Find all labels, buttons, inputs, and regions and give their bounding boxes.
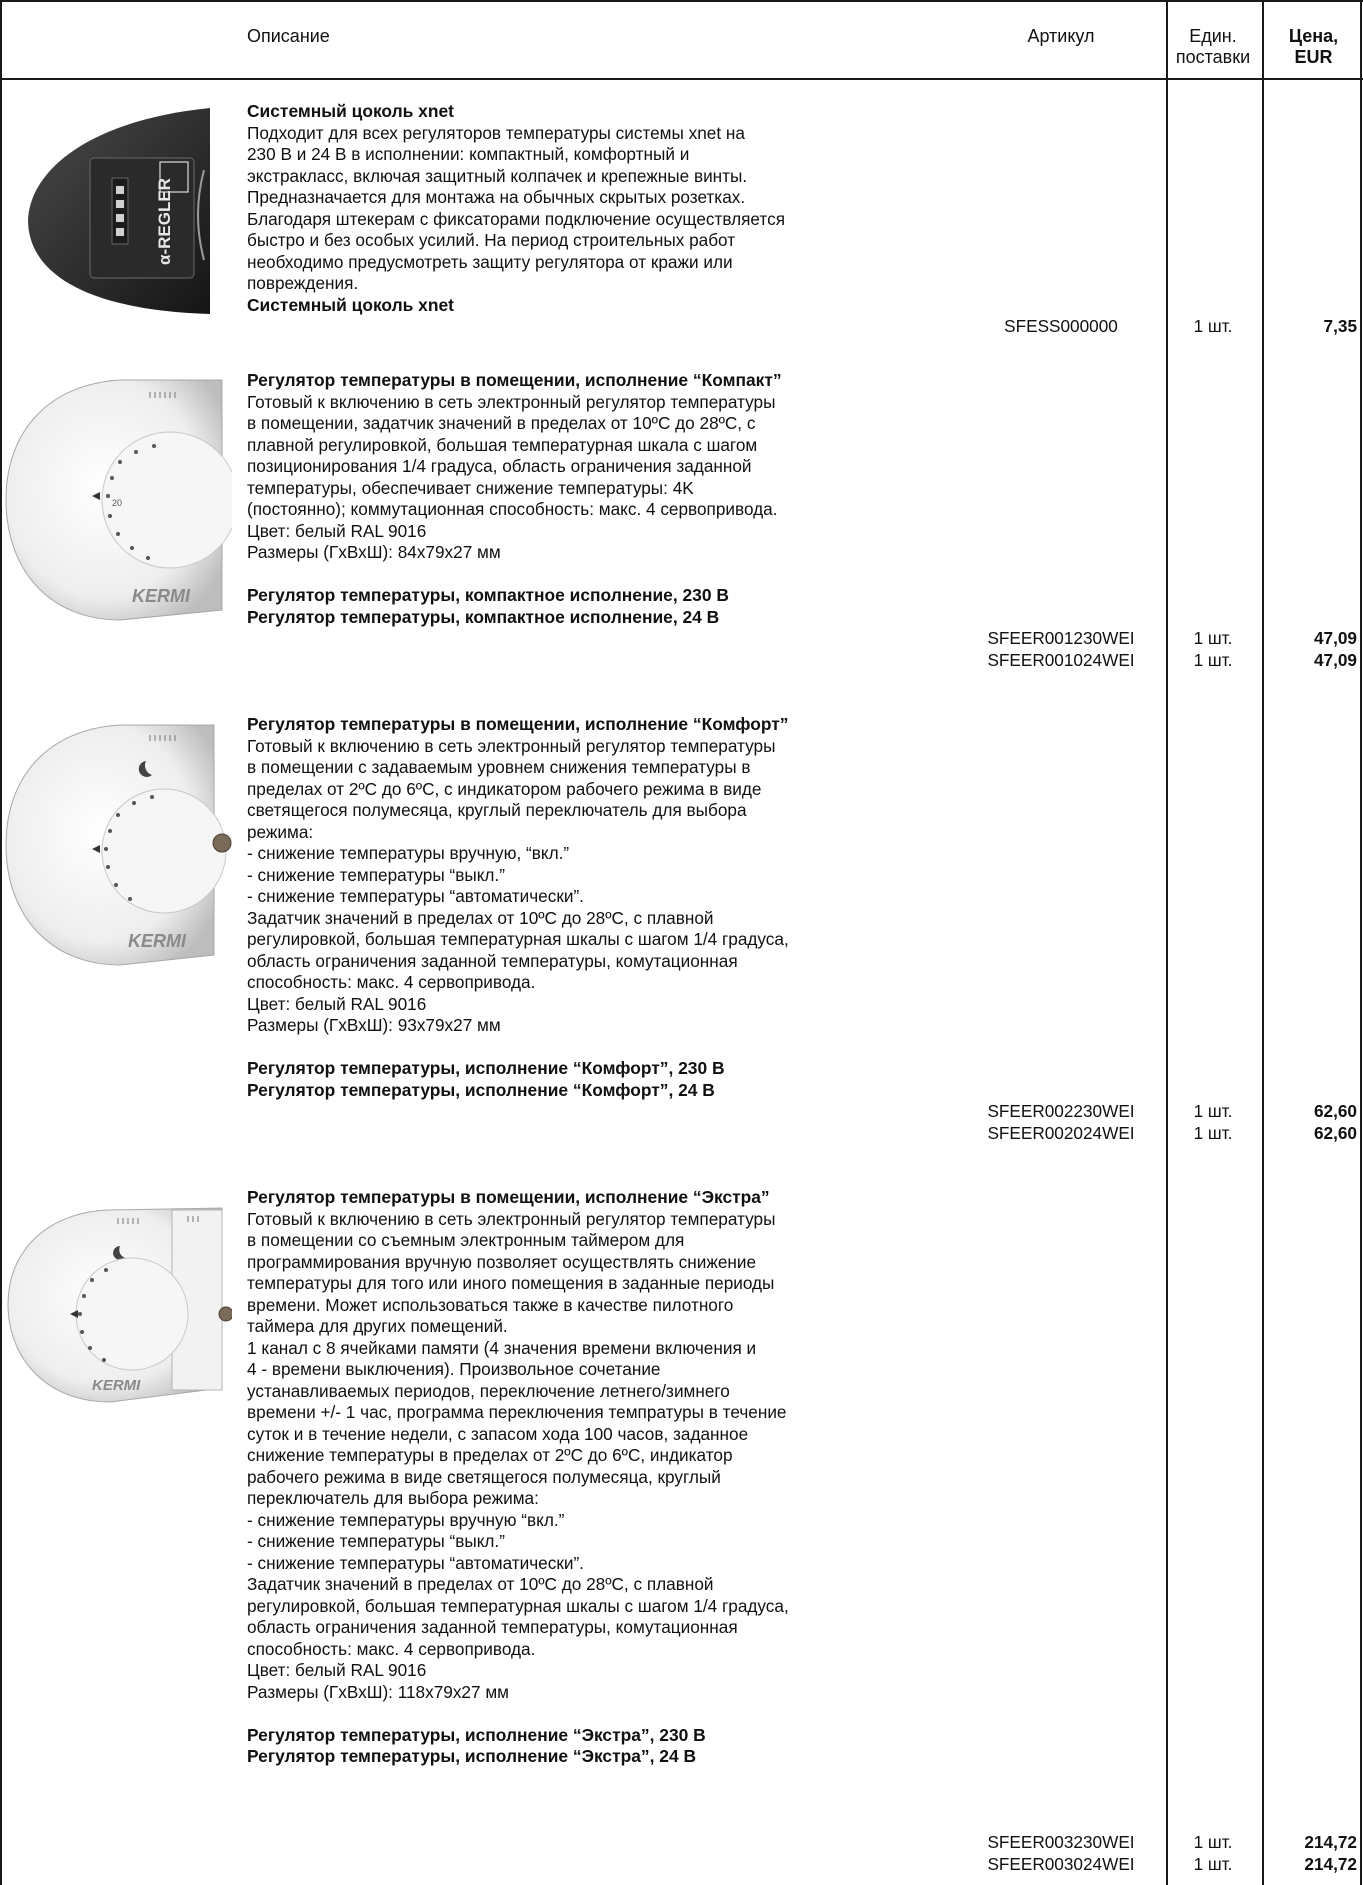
header-price-line2: EUR — [1294, 47, 1333, 67]
product-3-line: светящегося полумесяца, круглый переключатель для выбора — [247, 800, 747, 820]
product-4-line: времени. Может использоваться также в качестве пилотного — [247, 1294, 734, 1315]
product-3-unit-24: 1 шт. — [1193, 1123, 1233, 1143]
header-sku: Артикул — [1027, 26, 1095, 46]
product-4-line: - снижение температуры вручную “вкл.” — [247, 1509, 565, 1530]
product-4-line: 1 канал с 8 ячейками памяти (4 значения времени включения и — [247, 1337, 757, 1358]
product-2-line: Готовый к включению в сеть электронный регулятор температуры — [247, 391, 776, 412]
system-base-logo-text: α-REGLER — [155, 178, 174, 265]
product-4-price-230: 214,72 — [1304, 1832, 1357, 1852]
product-4-line: - снижение температуры “выкл.” — [247, 1531, 505, 1551]
extra-thermostat-image — [0, 1198, 232, 1418]
product-2-unit-24: 1 шт. — [1193, 650, 1233, 670]
product-1-variant-name: Системный цоколь xnet — [247, 294, 454, 315]
product-3-price-230: 62,60 — [1313, 1101, 1357, 1121]
product-2-variant-name-24: Регулятор температуры, компактное исполнение, 24 В — [247, 606, 720, 627]
product-3-line: Цвет: белый RAL 9016 — [247, 993, 427, 1014]
product-2-line: Размеры (ГхВхШ): 84x79x27 мм — [247, 542, 501, 562]
product-4-line: Готовый к включению в сеть электронный регулятор температуры — [247, 1208, 776, 1229]
product-4-line: снижение температуры в пределах от 2ºC до 6ºC, индикатор — [247, 1445, 733, 1465]
product-4-line: переключатель для выбора режима: — [247, 1488, 539, 1508]
product-4-variant-name-24: Регулятор температуры, исполнение “Экстра”, 24 В — [247, 1746, 697, 1766]
svg-text:20: 20 — [112, 498, 123, 508]
product-1-line: повреждения. — [247, 273, 359, 293]
column-divider-sku-unit — [1166, 0, 1168, 1885]
product-4-line: - снижение температуры “автоматически”. — [247, 1552, 584, 1573]
header-price — [1264, 26, 1363, 104]
compact-thermostat-logo: KERMI — [132, 586, 190, 606]
product-1-description — [247, 101, 959, 316]
product-1-sku: SFESS000000 — [1004, 316, 1118, 336]
product-3-sku-24: SFEER002024WEI — [987, 1123, 1135, 1143]
product-4-line: Цвет: белый RAL 9016 — [247, 1660, 427, 1680]
product-4-line: рабочего режима в виде светящегося полумесяца, круглый — [247, 1466, 721, 1487]
product-4-price-24: 214,72 — [1304, 1854, 1357, 1874]
product-4-line: регулировкой, большая температурная шкалы с шагом 1/4 градуса, — [247, 1595, 789, 1616]
product-4-line: Задатчик значений в пределах от 10ºC до 28ºC, с плавной — [247, 1574, 714, 1594]
table-border-right — [1360, 0, 1362, 1885]
comfort-thermostat-image — [0, 715, 232, 975]
product-3-line: - снижение температуры “выкл.” — [247, 864, 505, 885]
product-2-line: (постоянно); коммутационная способность: макс. 4 сервопривода. — [247, 499, 778, 519]
product-4-description — [247, 1187, 959, 1768]
product-4-line: 4 - времени выключения). Произвольное сочетание — [247, 1359, 661, 1379]
comfort-thermostat-logo: KERMI — [128, 931, 186, 951]
product-4-line: устанавливаемых периодов, переключение летнего/зимнего — [247, 1380, 730, 1401]
product-4-line: в помещении со съемным электронным таймером для — [247, 1230, 685, 1250]
product-1-line: необходимо предусмотреть защиту регулятора от кражи или — [247, 251, 733, 272]
product-1-price: 7,35 — [1323, 316, 1357, 336]
product-2-unit-230: 1 шт. — [1193, 628, 1233, 648]
product-3-description — [247, 714, 959, 1101]
product-4-line: температуры для того или иного помещения в заданные периоды — [247, 1273, 775, 1293]
product-3-line: пределах от 2ºC до 6ºC, с индикатором рабочего режима в виде — [247, 778, 762, 799]
product-3-unit-230: 1 шт. — [1193, 1101, 1233, 1121]
product-4-variant-name-230: Регулятор температуры, исполнение “Экстра”, 230 В — [247, 1724, 706, 1745]
column-divider-unit-price — [1262, 0, 1264, 1885]
product-1-line: экстракласс, включая защитный колпачек и крепежные винты. — [247, 165, 748, 186]
product-3-line: режима: — [247, 821, 314, 842]
product-3-line: Готовый к включению в сеть электронный регулятор температуры — [247, 735, 776, 756]
product-2-sku-24: SFEER001024WEI — [987, 650, 1135, 670]
product-4-line: времени +/- 1 час, программа переключения темпратуры в течение — [247, 1402, 787, 1422]
product-3-variant-name-230: Регулятор температуры, исполнение “Комфорт”, 230 В — [247, 1058, 725, 1078]
product-3-variant-name-24: Регулятор температуры, исполнение “Комфорт”, 24 В — [247, 1079, 715, 1100]
product-1-title: Системный цоколь xnet — [247, 101, 454, 121]
product-4-unit-24: 1 шт. — [1193, 1854, 1233, 1874]
product-4-title: Регулятор температуры в помещении, исполнение “Экстра” — [247, 1187, 770, 1207]
product-1-unit: 1 шт. — [1193, 316, 1233, 336]
extra-thermostat-logo: KERMI — [92, 1377, 141, 1394]
product-4-line: таймера для других помещений. — [247, 1316, 508, 1336]
product-2-price-24: 47,09 — [1313, 650, 1357, 670]
product-4-line: суток и в течение недели, с запасом хода 100 часов, заданное — [247, 1423, 749, 1444]
product-2-line: позиционирования 1/4 градуса, область ограничения заданной — [247, 456, 752, 476]
product-3-price-24: 62,60 — [1313, 1123, 1357, 1143]
product-4-line: область ограничения заданной температуры, комутационная — [247, 1617, 738, 1637]
product-3-sku-230: SFEER002230WEI — [987, 1101, 1135, 1121]
product-2-price-230: 47,09 — [1313, 628, 1357, 648]
product-1-line: Предназначается для монтажа на обычных скрытых розетках. — [247, 187, 746, 207]
product-2-sku-230: SFEER001230WEI — [987, 628, 1135, 648]
header-unit — [1162, 26, 1264, 104]
product-3-line: Размеры (ГхВхШ): 93x79x27 мм — [247, 1015, 501, 1035]
product-1-line: Благодаря штекерам с фиксаторами подключение осуществляется — [247, 208, 786, 229]
product-3-line: Задатчик значений в пределах от 10ºC до 28ºC, с плавной — [247, 907, 714, 928]
product-1-line: 230 В и 24 В в исполнении: компактный, комфортный и — [247, 144, 690, 164]
product-3-line: - снижение температуры “автоматически”. — [247, 886, 584, 906]
product-3-line: в помещении с задаваемым уровнем снижения температуры в — [247, 757, 751, 777]
table-border-top — [0, 0, 1363, 2]
product-4-line: Размеры (ГхВхШ): 118x79x27 мм — [247, 1681, 509, 1702]
product-3-line: область ограничения заданной температуры, комутационная — [247, 950, 738, 971]
product-3-line: регулировкой, большая температурная шкалы с шагом 1/4 градуса, — [247, 929, 789, 949]
system-base-image — [20, 100, 220, 320]
product-2-line: температуры, обеспечивает снижение температуры: 4K — [247, 477, 694, 498]
product-1-line: Подходит для всех регуляторов температуры системы xnet на — [247, 122, 745, 143]
product-3-line: способность: макс. 4 сервопривода. — [247, 972, 536, 992]
header-price-line1: Цена, — [1288, 26, 1339, 46]
product-2-title: Регулятор температуры в помещении, исполнение “Компакт” — [247, 370, 782, 390]
product-1-line: быстро и без особых усилий. На период строительных работ — [247, 230, 736, 250]
product-2-line: Цвет: белый RAL 9016 — [247, 520, 427, 541]
product-4-sku-230: SFEER003230WEI — [987, 1832, 1135, 1852]
product-4-sku-24: SFEER003024WEI — [987, 1854, 1135, 1874]
product-2-line: в помещении, задатчик значений в пределах от 10ºC до 28ºC, с — [247, 413, 756, 433]
product-4-line: программирования вручную позволяет осуществлять снижение — [247, 1251, 757, 1272]
product-2-line: плавной регулировкой, большая температурная шкала с шагом — [247, 434, 758, 455]
product-3-title: Регулятор температуры в помещении, исполнение “Комфорт” — [247, 714, 789, 734]
product-4-line: способность: макс. 4 сервопривода. — [247, 1638, 536, 1659]
header-description: Описание — [247, 26, 330, 46]
header-unit-line1: Един. — [1189, 26, 1237, 46]
product-3-line: - снижение температуры вручную, “вкл.” — [247, 843, 570, 863]
compact-thermostat-image — [0, 370, 232, 630]
product-2-variant-name-230: Регулятор температуры, компактное исполнение, 230 В — [247, 585, 729, 605]
product-2-description — [247, 370, 959, 628]
header-unit-line2: поставки — [1175, 47, 1251, 67]
product-4-unit-230: 1 шт. — [1193, 1832, 1233, 1852]
